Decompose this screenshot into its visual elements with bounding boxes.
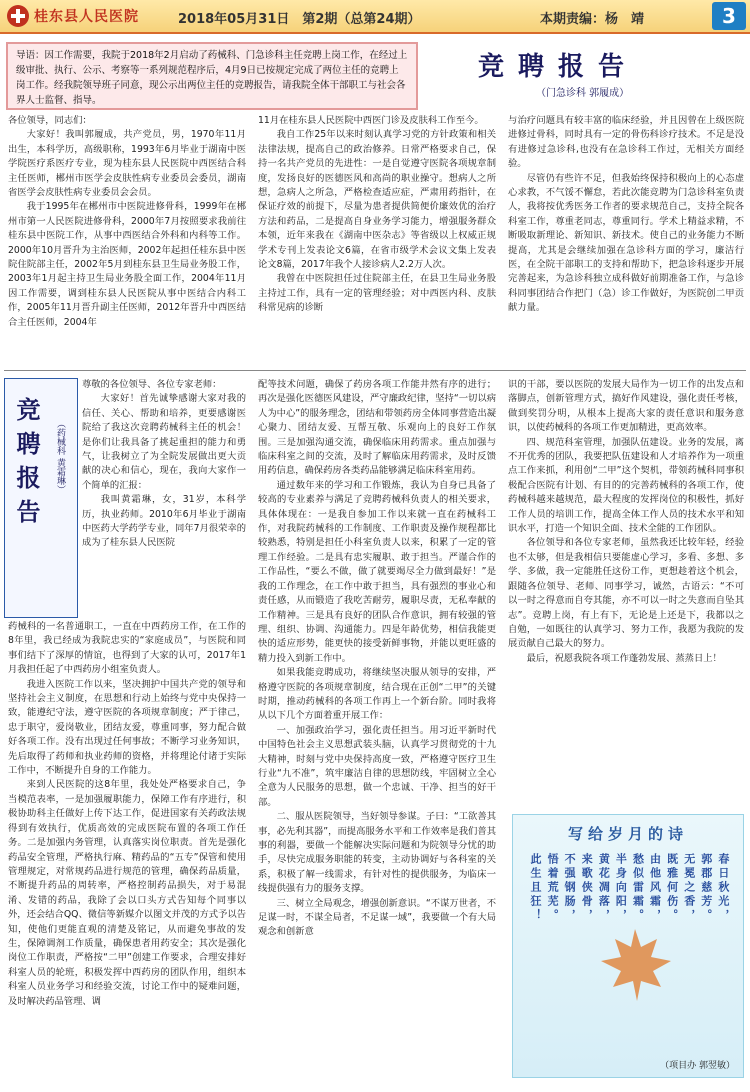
poem-line: 愁似雷霜。 (631, 853, 645, 923)
paragraph: 11月在桂东县人民医院中西医门诊及皮肤科工作至今。 (258, 115, 484, 126)
paragraph: 大家好！首先诚挚感谢大家对我的信任、关心、帮助和培养，更要感谢医院给了我这次竞聘药械科主任的机会！是你们让我具备了挑起重担的能力和勇气，让我树立了为全院发展做出更大贡献的决心和信心，现在，我向大家作一个简单的汇报： (82, 393, 246, 491)
paragraph: 三、树立全局观念，增强创新意识。“不谋万世者，不足谋一时，不谋全局者，不足谋一域”，我要做一个有大局观念和创新意 (258, 897, 496, 938)
article2-title-box (4, 378, 78, 618)
poem-line: 黄花凋落， (597, 853, 611, 923)
article2-column-1-top (82, 378, 246, 618)
poem-line: 来歌侠骨， (580, 853, 594, 923)
paragraph: 配等技术问题，确保了药房各项工作能井然有序的进行；再次是强化医德医风建设，严守廉政纪律，坚持“一切以病人为中心”的服务理念，团结和带领药房全体同事营造出凝心聚力、团结友爱、互帮互敬、乐观向上的良好工作氛围。三是加强沟通交流，确保临床用药需求。重点加强与临床科室之间的交流，及时了解临床用药需求，及时反馈用药信息，确保药房各类药品能够满足临床科室用药。 (258, 379, 496, 477)
article2-author: （药械科 黄霜琳） (55, 419, 65, 494)
editor-credit: 本期责编：杨 靖 (540, 12, 645, 27)
paragraph: 二、服从医院领导，当好领导参谋。子曰：“工欲善其事，必先利其器”，而提高服务水平和工作效率是我们普其事的利器，要做一个能解决实际问题和为院领导分忧的助手，尽快完成服务职能的转变，主动协调好与各科室的关系，积极了解一线需求，有针对性的提供服务，为临床一线提供强有力的服务支撑。 (258, 811, 496, 895)
intro-notice-text: 导语：因工作需要，我院于2018年2月启动了药械科、门急诊科主任竞聘上岗工作，在经过上级审批、执行、公示、考察等一系列规范程序后，4月9日已按规定完成了两位主任的竞聘上岗工作。经我院领导班子同意，现公示出两位主任的竞聘报告，请我院全体干部职工与社会各界人士监督、指导。 (16, 50, 408, 106)
poem-line: 不强钢肠， (563, 853, 577, 923)
paragraph: 我叫黄霜琳，女，31岁，本科学历，执业药师。2010年6月毕业于湖南中医药大学药学专业，同年7月很荣幸的成为了桂东县人民医院 (82, 494, 246, 549)
article1-column-1 (8, 114, 246, 368)
paragraph: 最后，祝愿我院各项工作蓬勃发展、蒸蒸日上！ (526, 652, 722, 664)
paragraph: 如果我能竞聘成功，将继续坚决服从领导的安排，严格遵守医院的各项规章制度，结合现在正创“二甲”的关键时期，推动药械科的各项工作再上一个新台阶。同时我将从以下几个方面着重开展工作： (258, 667, 496, 722)
poem-line: 无冕之香， (682, 853, 696, 923)
article2-column-2 (258, 378, 496, 1086)
article1-author: （门急诊科 郭履成） (536, 88, 630, 99)
paragraph: 来到人民医院的这8年里，我处处严格要求自己，争当模范表率，一是加强履职能力，保障工作有序进行，积极协助科主任做好上传下达工作，促进国家有关药政法规得到有效执行，优质高效的完成医院布置的各项工作任务。二是加强内务管理，认真落实岗位职责。首先是强化药品安全管理，严格执行麻、精药品的“五专”保管和使用管理规定，对常规药品进行规范的管理，确保药品质量，不断提升药品的周转率，严格控制药品损失，对于易混淆、发错的药品，我除了会以口头方式告知每个同事以外，还会结合QQ、微信等新媒介以图文并茂的方式予以告知，使他们更能直观的清楚及铭记，从而避免事故的发生，保障调剂工作质量，确保患者用药安全；其次是强化岗位工作职责，严格按“二甲”创建工作要求，合理安排好科室人员的轮班，积极发挥中西药房的团队作用，组织本科室人员业务学习和经验交流，讨论工作中的疑难问题，及时解决药品管理、调 (8, 779, 246, 1007)
poem-line: 春日秋光， (716, 853, 730, 923)
section-divider (4, 370, 746, 371)
poem-body (527, 853, 731, 1048)
poem-line: 半身向阳， (614, 853, 628, 923)
poem-line: 由他风霜， (648, 853, 662, 923)
paragraph: 各位领导和各位专家老师，虽然我还比较年轻，经验也不太够，但是我相信只要能虚心学习，多看、多想、多学、多做，我一定能胜任这份工作，更想趁着这个机会，跟随各位领导、老师、同事学习，诚然，古语云：“不可以一时之得意而自夸其能，亦不可以一时之失意而自坠其志”。竞聘上岗，有上有下，无论是上还是下，我都以之自勉，一如既往的认真学习、努力工作，我愿为我院的发展贡献自己最大的努力。 (508, 537, 744, 650)
paragraph: 药械科的一名普通职工，一直在中西药房工作，在工作的8年里，我已经成为我院忠实的“家庭成员”，与医院和同事们结下了深厚的情谊，也得到了大家的认可，2017年1月我担任起了中西药房小组室负责人。 (8, 621, 246, 676)
paragraph: 尽管仍有些许不足，但我始终保持积极向上的心态虚心求教，不气馁不懈怠，若此次能竞聘为门急诊科室负责人，我将按优秀医务工作者的要求规范自己，支持全院各科室工作，尊重老同志，尊重同行。学术上精益求精，不断吸取新理论、新知识、新技术。使自己的业务能力不断提高，尤其是会继续加强在急诊科方面的学习，廉洁行医，在全院干部职工的支持和帮助下，把急诊科逐步开展完善起来，为急诊科独立成科做好前期准备工作，与急诊科同事团结合作把门（急）诊工作做好，为医院创二甲贡献力量。 (508, 172, 744, 314)
article2-column-1-bottom (8, 620, 246, 1086)
article2-title: 竞聘报告 (12, 397, 41, 533)
hospital-logo-icon (6, 4, 30, 28)
article1-column-3 (508, 114, 744, 368)
paragraph: 与治疗问题具有较丰富的临床经验，并且因曾在上级医院进修过骨科，同时具有一定的骨伤科诊疗技术。不足是没有进修过急诊科,也没有在急诊科工作过，无相关方面经验。 (508, 115, 744, 170)
poem-line: 此生且狂！ (529, 853, 542, 923)
poem-line: 既雅何伤。 (665, 853, 679, 923)
paragraph: 尊敬的各位领导、各位专家老师： (82, 379, 222, 390)
article1-column-2 (258, 114, 496, 368)
paragraph: 我曾在中医院担任过住院部主任，在县卫生局业务股主持过工作，具有一定的管理经验；对中西医内科、皮肤科常见病的诊断 (258, 273, 496, 314)
article2-column-3 (508, 378, 744, 808)
poem-author: （项目办 郭翌敏） (660, 1061, 735, 1071)
paragraph: 四、规范科室管理，加强队伍建设。业务的发展，离不开优秀的团队，我要把队伍建设和人才培养作为一项重点工作来抓，利用创“二甲”这个契机，带领药械科同事积极配合医院有计划、有目的的完善药械科的各项工作，使药械科越来越规范，最大程度的发挥岗位的积极性，抓好工作人员的培训工作，提高全体工作人员的技术水平和知识水平，打造一个知识全面、技术全能的工作团队。 (508, 436, 744, 535)
intro-notice (6, 42, 418, 110)
page-number: 3 (712, 2, 746, 30)
issue-date: 2018年05月31日 第2期（总第24期） (178, 12, 421, 27)
paragraph: 识的干部，要以医院的发展大局作为一切工作的出发点和落脚点，创新管理方式，搞好作风建设，强化责任考核，做到奖罚分明，从根本上提高大家的责任意识和服务意识，以使药械科的各项工作更加精进，更高效率。 (508, 379, 744, 434)
paragraph: 我自工作25年以来时刻认真学习党的方针政策和相关法律法规，提高自己的政治修养。日常严格要求自己，保持一名共产党员的先进性：一是自觉遵守医院各项规章制度，发扬良好的医德医风和高尚的职业操守。想病人之所想，急病人之所急，严格检查适应症，严肃用药指针，在保证疗效的前提下，尽量为患者提供简便价廉效优的治疗方法和药品，二是提高自身业务学习能力，增强服务群众本领，近年来我在《湖南中医杂志》等省级以上权威正规学术专刊上发表论文6篇，在省市级学术会议文集上发表论文8篇，2017年我个人接诊病人2.2万人次。 (258, 129, 496, 271)
poem-box (512, 814, 744, 1078)
paragraph: 我进入医院工作以来，坚决拥护中国共产党的领导和坚持社会主义制度，在思想和行动上始终与党中央保持一致，能遵纪守法，遵守医院的各项规章制度；严于律己，忠于职守，爱岗敬业，团结友爱，尊重同事，努力配合做好各项工作。没有出现过任何事故；不断学习业务知识，先后取得了药师和执业药师的资格，并将理论付诸于实际工作中，不断提升自身的工作能力。 (8, 678, 246, 777)
hospital-name: 桂东县人民医院 (34, 9, 139, 25)
poem-line: 郭郡慈芳。 (699, 853, 713, 923)
paragraph: 大家好！我叫郭履成，共产党员，男，1970年11月出生，本科学历，高级职称，1993年6月毕业于湖南中医学院医疗系医疗专业，现为桂东县人民医院中西医结合科主任医师，郴州市医学会皮肤性病专业委员会委员，湖南省医学会皮肤性病专业委员会会员。 (8, 129, 246, 199)
poem-title: 写给岁月的诗 (567, 825, 688, 843)
paragraph: 一、加强政治学习，强化责任担当。用习近平新时代中国特色社会主义思想武装头脑，认真学习贯彻党的十九大精神，时刻与党中央保持高度一致，严格遵守医疗卫生行业“九不准”，筑牢廉洁自律的思想防线，牢固树立全心全意为人民服务的思想，做一个忠诚、干净、担当的好干部。 (258, 724, 496, 808)
paragraph: 通过数年来的学习和工作锻炼，我认为自身已具备了较高的专业素养与满足了竞聘药械科负责人的相关要求，具体体现在：一是我自参加工作以来就一直在药械科工作，对我院药械科的工作制度、工作职责及操作规程都比较熟悉，特别是担任小科室负责人以来，积累了一定的管理工作经验。二是具有忠实履职、敢于担当。严谨合作的工作品性，“要么不做，做了就要竭尽全力做到最好！”是我的工作理念，在工作中敢于担当，具有强烈的事业心和责任感，从而锻造了我吃苦耐劳，履职尽责，无私奉献的工作精神。三是具有良好的团队合作意识，拥有较强的管理、组织、协调、沟通能力。四是年龄优势，相信我能更快的适应形势，能更快的接受新鲜事物，并能以更旺盛的精力投入到新工作中。 (258, 479, 496, 664)
page-header (0, 0, 750, 34)
poem-line: 悟着荒芜。 (546, 853, 560, 923)
paragraph: 各位领导，同志们： (8, 115, 92, 126)
article1-title: 竞聘报告 (478, 52, 639, 82)
paragraph: 我于1995年在郴州市中医院进修骨科，1999年在郴州市第一人民医院进修骨科，2000年7月按照要求我前往桂东县中医院工作，从事中西医结合外科和内科等工作。2000年10月晋升为主治医师，2002年起担任桂东县中医院住院部主任，2002年5月到桂东县卫生局业务股工作，2003年1月起主持卫生局业务股全面工作，2004年11月因工作需要，调到桂东县人民医院从事中医结合内科工作，2005年11月晋升副主任医师，2012年晋升中西医结合主任医师，2004年 (8, 201, 246, 328)
